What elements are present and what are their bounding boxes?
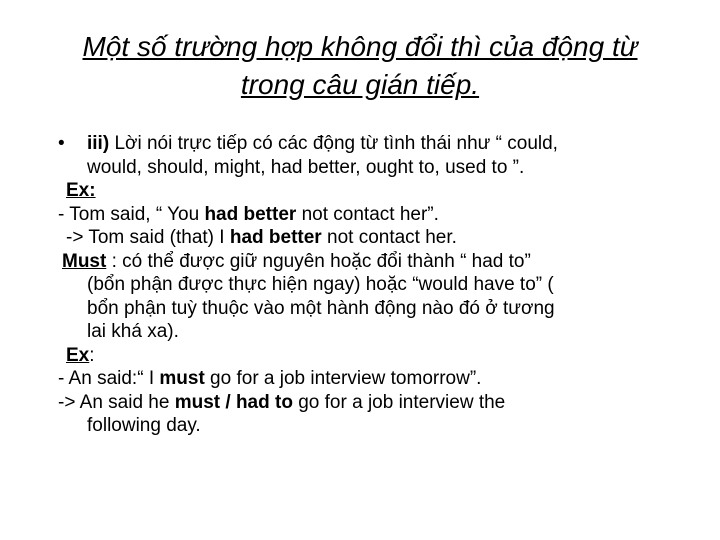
bold-phrase: had better bbox=[229, 227, 322, 248]
text-fragment: - An said:“ I bbox=[58, 368, 160, 389]
text-fragment: go for a job interview tomorrow”. bbox=[204, 368, 482, 389]
text-fragment: - Tom said, “ You bbox=[58, 203, 205, 225]
bullet-text-2: would, should, might, had better, ought to, used to ”. bbox=[87, 156, 525, 178]
example-2-label bbox=[66, 344, 698, 368]
must-note-line-4: lai khá xa). bbox=[87, 321, 179, 342]
bullet-text-1: Lời nói trực tiếp có các động từ tình thái như “ could, bbox=[109, 133, 558, 154]
bullet-point bbox=[58, 132, 698, 156]
bullet-icon: • bbox=[58, 133, 65, 154]
bold-phrase: had better bbox=[204, 203, 297, 225]
must-note-line-3: bổn phận tuỳ thuộc vào một hành động nào đó ở tương bbox=[87, 297, 555, 319]
text-fragment: -> An said he bbox=[58, 391, 175, 413]
title-line-1: Một số trường hợp không đổi thì của động từ bbox=[82, 31, 638, 62]
text-fragment: : có thể được giữ nguyên hoặc đổi thành “ had to” bbox=[106, 250, 531, 272]
must-note-line-2: (bổn phận được thực hiện ngay) hoặc “would have to” ( bbox=[87, 274, 554, 295]
text-fragment: : bbox=[89, 344, 95, 366]
title-line-2: trong câu gián tiếp. bbox=[240, 69, 480, 100]
example-label: Ex: bbox=[66, 180, 96, 201]
text-fragment: -> Tom said (that) I bbox=[66, 227, 230, 248]
example-2-reported bbox=[58, 391, 698, 415]
bold-phrase: must / had to bbox=[174, 391, 293, 413]
bullet-label: iii) bbox=[87, 133, 110, 154]
text-fragment: not contact her. bbox=[321, 227, 457, 248]
example-2-direct bbox=[58, 367, 698, 391]
must-word: Must bbox=[62, 250, 107, 272]
example-1-label bbox=[66, 179, 698, 203]
must-note-line-1 bbox=[62, 250, 698, 274]
example-2-reported-line-2: following day. bbox=[87, 415, 201, 436]
slide-title bbox=[30, 28, 690, 104]
example-label: Ex bbox=[66, 344, 90, 366]
example-1-direct bbox=[58, 203, 698, 227]
text-fragment: not contact her”. bbox=[296, 203, 439, 225]
example-1-reported bbox=[66, 226, 698, 250]
text-fragment: go for a job interview the bbox=[292, 391, 506, 413]
bold-phrase: must bbox=[159, 368, 205, 389]
slide-body bbox=[58, 132, 698, 438]
